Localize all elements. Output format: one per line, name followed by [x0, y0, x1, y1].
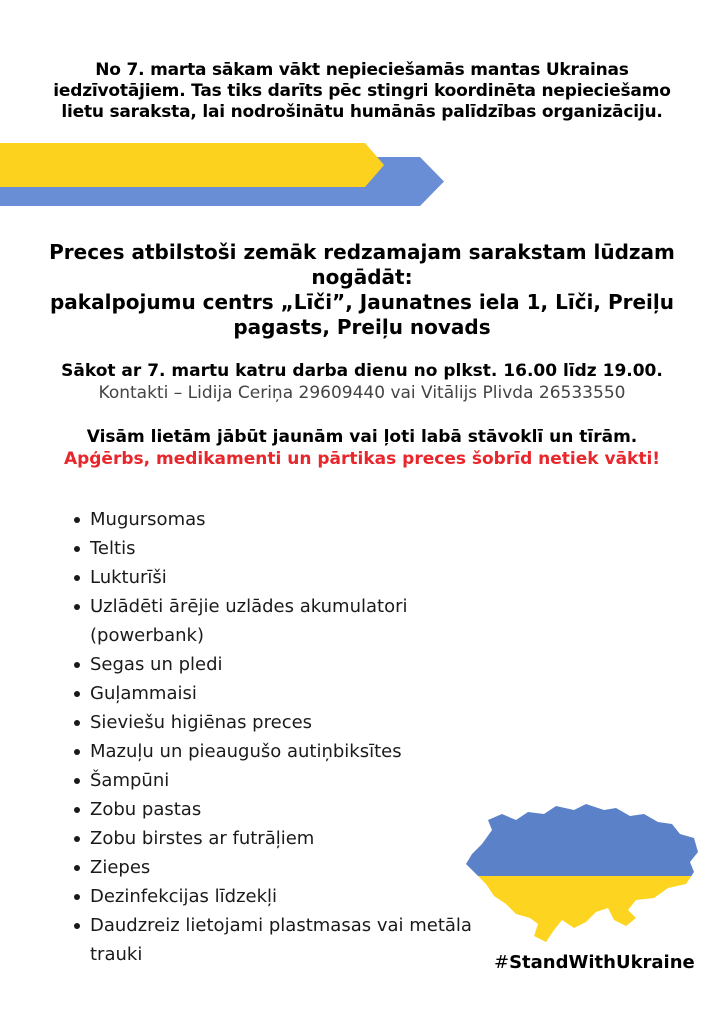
drop-off-line-3: pakalpojumu centrs „Līči”, Jaunatnes iela 1, Līči, Preiļu [49, 290, 675, 314]
intro-text [6, 60, 718, 123]
bullet-icon [74, 865, 80, 871]
bullet-icon [74, 923, 80, 929]
list-item [72, 824, 512, 853]
list-item-label: Mugursomas [90, 509, 206, 530]
intro-line-2: iedzīvotājiem. Tas tiks darīts pēc stingri koordinēta nepieciešamo [53, 81, 671, 101]
drop-off-line-4: pagasts, Preiļu novads [233, 315, 491, 339]
list-item [72, 534, 512, 563]
hashtag [494, 950, 704, 976]
list-item-label: Dezinfekcijas līdzekļi [90, 886, 278, 907]
list-item-label: Teltis [90, 538, 136, 559]
list-item-label: Zobu pastas [90, 799, 202, 820]
bullet-icon [74, 517, 80, 523]
list-item-label: Daudzreiz lietojami plastmasas vai metāla trauki [90, 915, 472, 965]
map-yellow-half [458, 876, 702, 954]
list-item [72, 737, 512, 766]
banner-yellow-arrow [0, 143, 384, 187]
drop-off-instructions [12, 240, 712, 340]
drop-off-line-1: Preces atbilstoši zemāk redzamajam sarakstam lūdzam [49, 240, 675, 264]
list-item [72, 592, 512, 650]
hashtag-text: StandWithUkraine [509, 952, 695, 973]
list-item [72, 708, 512, 737]
list-item [72, 795, 512, 824]
list-item-label: Mazuļu un pieaugušo autiņbiksītes [90, 741, 402, 762]
bullet-icon [74, 749, 80, 755]
bullet-icon [74, 575, 80, 581]
list-item [72, 853, 512, 882]
hashtag-prefix: # [494, 952, 510, 973]
bullet-icon [74, 894, 80, 900]
list-item-label: Zobu birstes ar futrāļiem [90, 828, 315, 849]
list-item-label: Sieviešu higiēnas preces [90, 712, 313, 733]
not-collected-notice: Apģērbs, medikamenti un pārtikas preces šobrīd netiek vākti! [63, 449, 661, 469]
collection-hours: Sākot ar 7. martu katru darba dienu no plkst. 16.00 līdz 19.00. [61, 361, 663, 381]
bullet-icon [74, 778, 80, 784]
list-item [72, 679, 512, 708]
flag-arrow-banner [0, 140, 450, 210]
map-blue-half [458, 800, 702, 876]
bullet-icon [74, 720, 80, 726]
list-item-label: Segas un pledi [90, 654, 223, 675]
intro-line-1: No 7. marta sākam vākt nepieciešamās mantas Ukrainas [95, 60, 629, 80]
bullet-icon [74, 546, 80, 552]
bullet-icon [74, 604, 80, 610]
items-list [72, 505, 512, 969]
list-item-label: Lukturīši [90, 567, 167, 588]
intro-line-3: lietu saraksta, lai nodrošinātu humānās palīdzības organizāciju. [61, 102, 663, 122]
list-item-label: Guļammaisi [90, 683, 197, 704]
list-item [72, 563, 512, 592]
bullet-icon [74, 691, 80, 697]
list-item-label: Uzlādēti ārējie uzlādes akumulatori (powerbank) [90, 596, 408, 646]
list-item [72, 882, 512, 911]
bullet-icon [74, 836, 80, 842]
drop-off-line-2: nogādāt: [311, 265, 413, 289]
list-item [72, 505, 512, 534]
condition-note: Visām lietām jābūt jaunām vai ļoti labā stāvoklī un tīrām. [86, 427, 638, 447]
bullet-icon [74, 807, 80, 813]
list-item [72, 911, 512, 969]
list-item [72, 766, 512, 795]
list-item-label: Ziepes [90, 857, 151, 878]
list-item-label: Šampūni [90, 770, 170, 791]
contacts: Kontakti – Lidija Ceriņa 29609440 vai Vitālijs Plivda 26533550 [98, 383, 626, 403]
bullet-icon [74, 662, 80, 668]
ukraine-map-icon [458, 800, 702, 954]
list-item [72, 650, 512, 679]
